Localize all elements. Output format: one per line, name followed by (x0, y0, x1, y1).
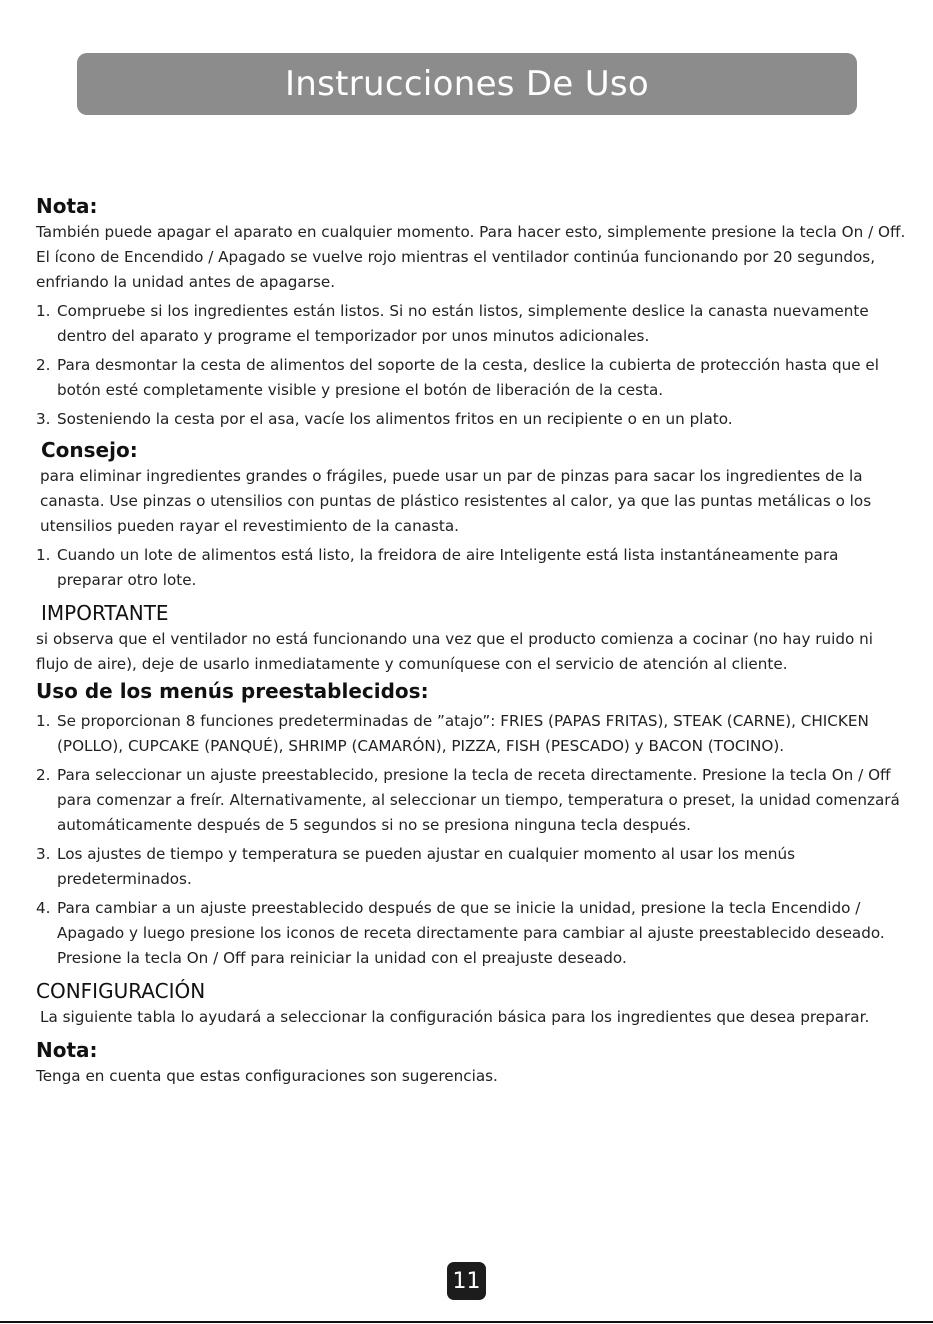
menus-list (36, 709, 906, 971)
list-item-text: Se proporcionan 8 funciones predeterminadas de ”atajo”: FRIES (PAPAS FRITAS), STEAK (CARNE), CHICKEN (POLLO), CUPCAKE (PANQUÉ), SHRIMP (CAMARÓN), PIZZA, FISH (PESCADO) y BACON (TOCINO). (57, 712, 869, 755)
list-item (36, 299, 906, 349)
bottom-divider (0, 1321, 933, 1323)
list-item-number: 1. (36, 546, 51, 564)
list-item-number: 1. (36, 712, 51, 730)
nota-steps-list (36, 299, 906, 432)
list-item-text: Sosteniendo la cesta por el asa, vacíe los alimentos fritos en un recipiente o en un plato. (57, 410, 733, 428)
page-number-badge: 11 (447, 1262, 486, 1300)
list-item (36, 709, 906, 759)
list-item (36, 543, 906, 593)
configuracion-heading: CONFIGURACIÓN (36, 979, 206, 1003)
nota-heading: Nota: (36, 194, 98, 218)
list-item-text: Los ajustes de tiempo y temperatura se pueden ajustar en cualquier momento al usar los menús predeterminados. (57, 845, 796, 888)
nota-2-heading: Nota: (36, 1038, 98, 1062)
list-item-text: Para cambiar a un ajuste preestablecido después de que se inicie la unidad, presione la tecla Encendido / Apagado y luego presione los iconos de receta directamente para cambiar al ajuste preestablecido deseado. Presione la tecla On / Off para reiniciar la unidad con el preajuste deseado. (57, 899, 885, 967)
list-item (36, 842, 906, 892)
list-item-number: 4. (36, 899, 51, 917)
importante-heading: IMPORTANTE (41, 601, 169, 625)
title-banner (77, 53, 857, 115)
menus-heading: Uso de los menús preestablecidos: (36, 679, 429, 703)
nota-2-body: Tenga en cuenta que estas configuraciones son sugerencias. (36, 1067, 498, 1085)
document-body (36, 192, 906, 1089)
list-item (36, 353, 906, 403)
list-item-text: Para seleccionar un ajuste preestablecido, presione la tecla de receta directamente. Presione la tecla On / Off para comenzar a freír. Alternativamente, al seleccionar un tiempo, temperatura o preset, la unidad comenzará automáticamente después de 5 segundos si no se presiona ninguna tecla después. (57, 766, 900, 834)
nota-body: También puede apagar el aparato en cualquier momento. Para hacer esto, simplemente presione la tecla On / Off. El ícono de Encendido / Apagado se vuelve rojo mientras el ventilador continúa funcionando por 20 segundos, enfriando la unidad antes de apagarse. (36, 223, 906, 291)
consejo-heading: Consejo: (41, 438, 138, 462)
list-item-number: 3. (36, 410, 51, 428)
list-item-number: 2. (36, 356, 51, 374)
consejo-list (36, 543, 906, 593)
page-title: Instrucciones De Uso (284, 64, 650, 104)
configuracion-body: La siguiente tabla lo ayudará a seleccionar la configuración básica para los ingredientes que desea preparar. (40, 1008, 870, 1026)
consejo-body: para eliminar ingredientes grandes o frágiles, puede usar un par de pinzas para sacar los ingredientes de la canasta. Use pinzas o utensilios con puntas de plástico resistentes al calor, ya que las puntas metálicas o los utensilios pueden rayar el revestimiento de la canasta. (40, 467, 872, 535)
list-item (36, 896, 906, 971)
list-item-number: 1. (36, 302, 51, 320)
list-item (36, 407, 906, 432)
list-item-number: 2. (36, 766, 51, 784)
list-item-text: Cuando un lote de alimentos está listo, la freidora de aire Inteligente está lista instantáneamente para preparar otro lote. (57, 546, 839, 589)
list-item (36, 763, 906, 838)
importante-body: si observa que el ventilador no está funcionando una vez que el producto comienza a cocinar (no hay ruido ni flujo de aire), deje de usarlo inmediatamente y comuníquese con el servicio de atención al cliente. (36, 630, 873, 673)
list-item-number: 3. (36, 845, 51, 863)
list-item-text: Compruebe si los ingredientes están listos. Si no están listos, simplemente deslice la canasta nuevamente dentro del aparato y programe el temporizador por unos minutos adicionales. (57, 302, 869, 345)
list-item-text: Para desmontar la cesta de alimentos del soporte de la cesta, deslice la cubierta de protección hasta que el botón esté completamente visible y presione el botón de liberación de la cesta. (57, 356, 879, 399)
